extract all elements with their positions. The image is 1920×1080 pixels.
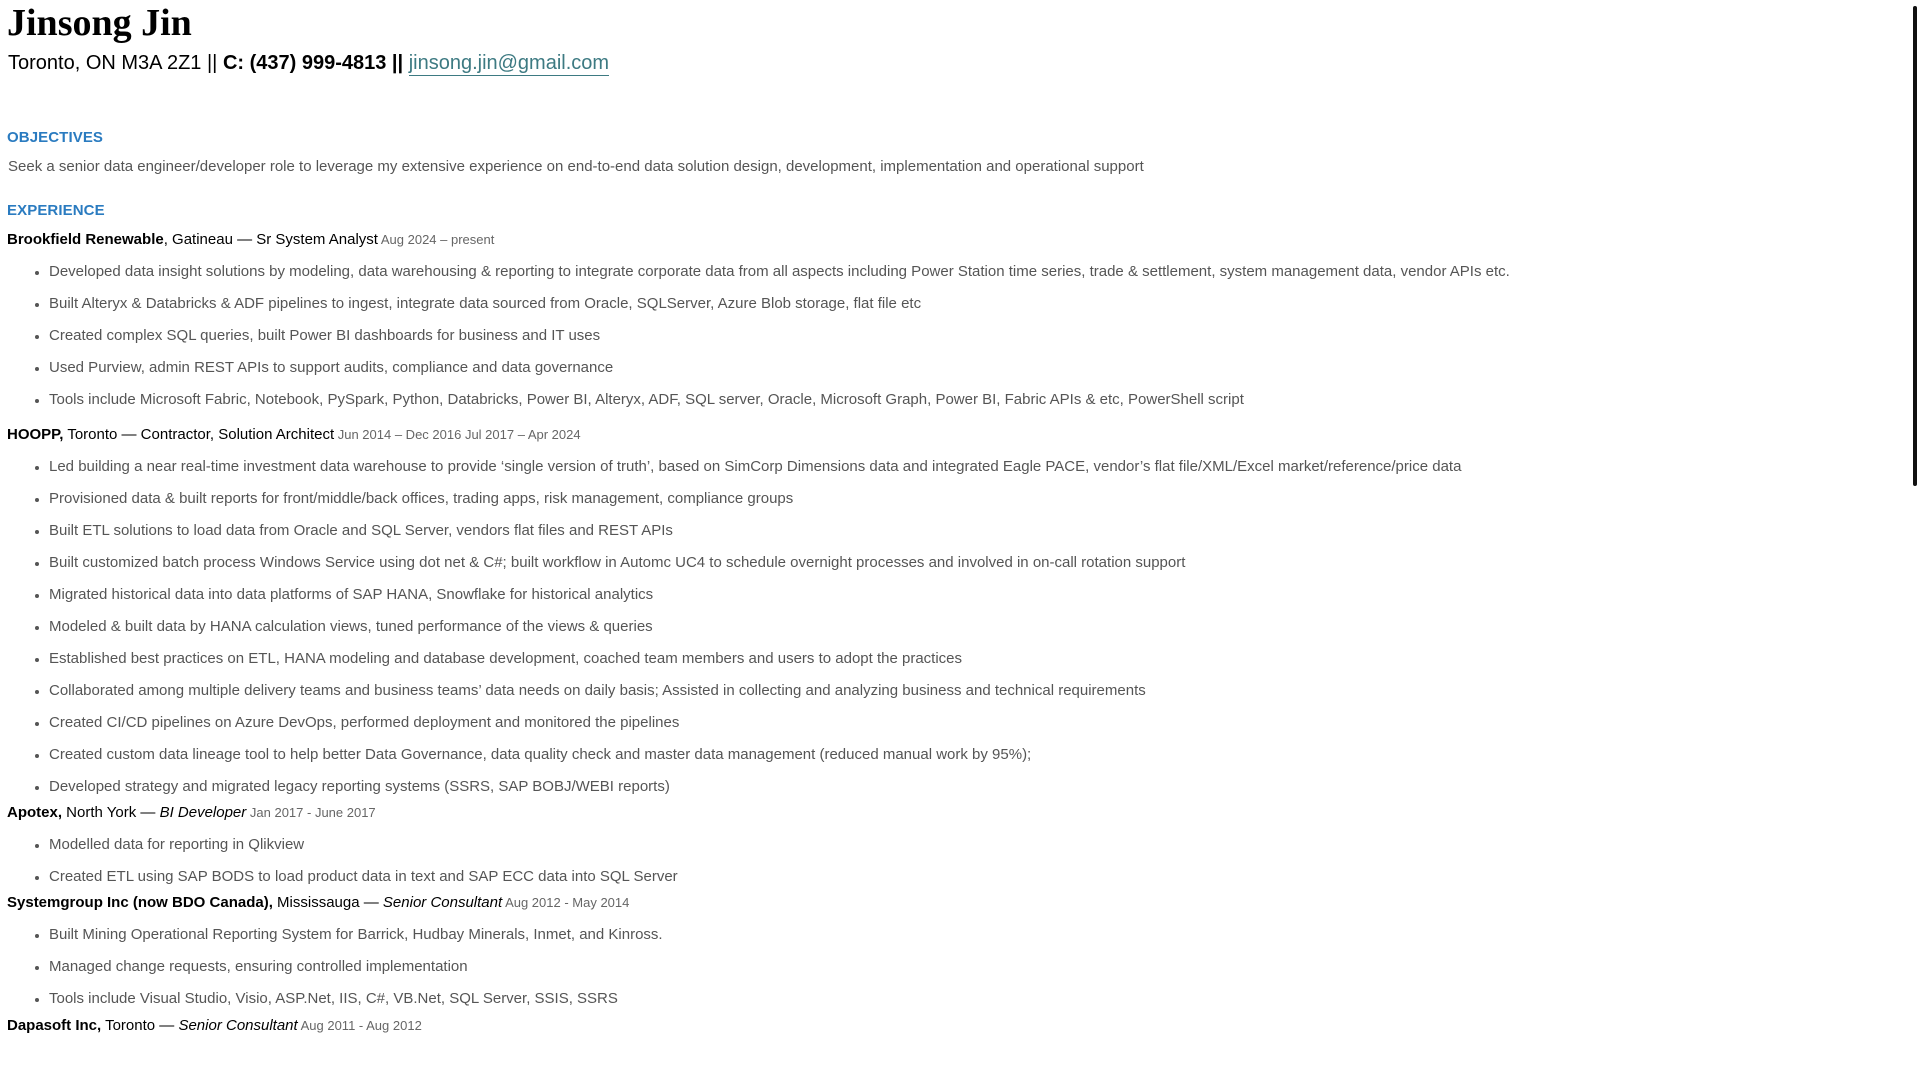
job-role: Senior Consultant xyxy=(178,1017,298,1034)
job-bullets-brookfield xyxy=(7,262,1907,410)
job-header-apotex xyxy=(7,803,1907,823)
vertical-scrollbar[interactable] xyxy=(1906,0,1920,1080)
list-item: • Built customized batch process Windows Service using dot net & C#; built workflow in Automc UC4 to schedule overnight processes and involved in on-call rotation support xyxy=(49,553,1907,573)
job-dates: Jun 2014 – Dec 2016 Jul 2017 – Apr 2024 xyxy=(334,427,581,442)
candidate-name: Jinsong Jin xyxy=(7,2,192,44)
list-item: • Collaborated among multiple delivery teams and business teams’ data needs on daily basis; Assisted in collecting and analyzing business and technical requirements xyxy=(49,681,1907,701)
list-item: • Modeled & built data by HANA calculation views, tuned performance of the views & queries xyxy=(49,617,1907,637)
job-location: Toronto — xyxy=(101,1017,179,1034)
job-header-brookfield xyxy=(7,230,1907,250)
job-bullets-apotex xyxy=(7,835,1907,887)
list-item: • Created custom data lineage tool to help better Data Governance, data quality check and master data management (reduced manual work by 95%); xyxy=(49,745,1907,765)
contact-location: Toronto, ON M3A 2Z1 || xyxy=(8,52,218,74)
job-location-role: Toronto — Contractor, Solution Architect xyxy=(63,426,335,443)
job-dates: Jan 2017 - June 2017 xyxy=(246,805,376,820)
job-company: Systemgroup Inc (now BDO Canada), xyxy=(7,894,273,911)
job-dates: Aug 2024 – present xyxy=(377,232,495,247)
list-item: • Modelled data for reporting in Qlikview xyxy=(49,835,1907,855)
list-item: • Created CI/CD pipelines on Azure DevOps, performed deployment and monitored the pipelines xyxy=(49,713,1907,733)
job-header-dapasoft xyxy=(7,1016,1907,1036)
contact-phone: C: (437) 999-4813 || xyxy=(222,52,404,74)
resume-page xyxy=(7,0,1907,1036)
email-link[interactable]: jinsong.jin@gmail.com xyxy=(408,52,610,74)
job-location: North York — xyxy=(62,804,160,821)
job-header-hoopp xyxy=(7,425,1907,445)
list-item: • Led building a near real-time investment data warehouse to provide ‘single version of truth’, based on SimCorp Dimensions data and integrated Eagle PACE, vendor’s flat file/XML/Excel market/reference/price data xyxy=(49,457,1907,477)
list-item: • Provisioned data & built reports for front/middle/back offices, trading apps, risk management, compliance groups xyxy=(49,489,1907,509)
list-item: • Developed data insight solutions by modeling, data warehousing & reporting to integrate corporate data from all aspects including Power Station time series, trade & settlement, system management data, vendor APIs etc. xyxy=(49,262,1907,282)
experience-heading: EXPERIENCE xyxy=(7,202,105,219)
job-dates: Aug 2011 - Aug 2012 xyxy=(297,1018,422,1033)
list-item: • Created ETL using SAP BODS to load product data in text and SAP ECC data into SQL Server xyxy=(49,867,1907,887)
job-company: Apotex, xyxy=(7,804,63,821)
list-item: • Used Purview, admin REST APIs to support audits, compliance and data governance xyxy=(49,358,1907,378)
job-location-role: , Gatineau — Sr System Analyst xyxy=(163,231,378,248)
job-role: BI Developer xyxy=(159,804,247,821)
job-bullets-systemgroup xyxy=(7,925,1907,1009)
job-bullets-hoopp xyxy=(7,457,1907,797)
list-item: • Created complex SQL queries, built Power BI dashboards for business and IT uses xyxy=(49,326,1907,346)
objectives-heading: OBJECTIVES xyxy=(7,129,104,146)
contact-line xyxy=(8,49,1907,77)
scrollbar-thumb[interactable] xyxy=(1913,6,1917,486)
job-company: Dapasoft Inc, xyxy=(7,1017,102,1034)
job-header-systemgroup xyxy=(7,893,1907,913)
list-item: • Managed change requests, ensuring controlled implementation xyxy=(49,957,1907,977)
objectives-text: Seek a senior data engineer/developer role to leverage my extensive experience on end-to-end data solution design, development, implementation and operational support xyxy=(8,158,1144,175)
job-company: Brookfield Renewable xyxy=(7,231,164,248)
job-dates: Aug 2012 - May 2014 xyxy=(502,895,630,910)
job-company: HOOPP, xyxy=(7,426,64,443)
list-item: • Built ETL solutions to load data from Oracle and SQL Server, vendors flat files and REST APIs xyxy=(49,521,1907,541)
list-item: • Developed strategy and migrated legacy reporting systems (SSRS, SAP BOBJ/WEBI reports) xyxy=(49,777,1907,797)
job-location: Mississauga — xyxy=(272,894,383,911)
list-item: • Established best practices on ETL, HANA modeling and database development, coached team members and users to adopt the practices xyxy=(49,649,1907,669)
job-role: Senior Consultant xyxy=(382,894,503,911)
list-item: • Migrated historical data into data platforms of SAP HANA, Snowflake for historical analytics xyxy=(49,585,1907,605)
list-item: • Tools include Microsoft Fabric, Notebook, PySpark, Python, Databricks, Power BI, Alteryx, ADF, SQL server, Oracle, Microsoft Graph, Power BI, Fabric APIs & etc, PowerShell script xyxy=(49,390,1907,410)
list-item: • Built Mining Operational Reporting System for Barrick, Hudbay Minerals, Inmet, and Kinross. xyxy=(49,925,1907,945)
list-item: • Built Alteryx & Databricks & ADF pipelines to ingest, integrate data sourced from Oracle, SQLServer, Azure Blob storage, flat file etc xyxy=(49,294,1907,314)
list-item: • Tools include Visual Studio, Visio, ASP.Net, IIS, C#, VB.Net, SQL Server, SSIS, SSRS xyxy=(49,989,1907,1009)
